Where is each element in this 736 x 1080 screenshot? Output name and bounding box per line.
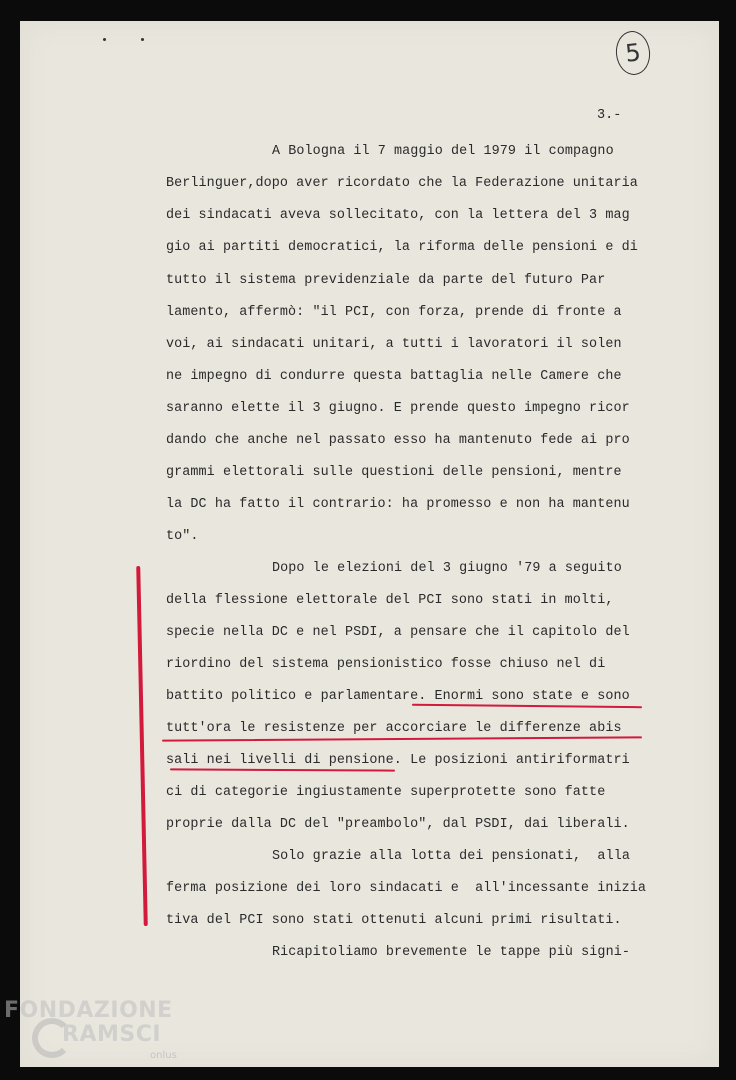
text-line: ci di categorie ingiustamente superprotette sono fatte bbox=[166, 785, 606, 800]
fondazione-gramsci-watermark bbox=[4, 998, 194, 1078]
text-line: ferma posizione dei loro sindacati e all'incessante inizia bbox=[166, 881, 647, 896]
text-line: la DC ha fatto il contrario: ha promesso e non ha mantenu bbox=[166, 497, 630, 512]
text-line: tiva del PCI sono stati ottenuti alcuni primi risultati. bbox=[166, 913, 622, 928]
text-line: voi, ai sindacati unitari, a tutti i lavoratori il solen bbox=[166, 337, 622, 352]
text-line: Solo grazie alla lotta dei pensionati, alla bbox=[272, 849, 630, 864]
text-line: to". bbox=[166, 529, 199, 544]
text-line: tutto il sistema previdenziale da parte del futuro Par bbox=[166, 273, 606, 288]
text-line: Dopo le elezioni del 3 giugno '79 a seguito bbox=[272, 561, 622, 576]
text-line: gio ai partiti democratici, la riforma delle pensioni e di bbox=[166, 240, 638, 255]
text-line: dei sindacati aveva sollecitato, con la lettera del 3 mag bbox=[166, 208, 630, 223]
handwritten-page-mark: 5 bbox=[614, 29, 652, 76]
punch-mark bbox=[103, 38, 106, 41]
text-line: tutt'ora le resistenze per accorciare le differenze abis bbox=[166, 721, 622, 736]
text-line: Ricapitoliamo brevemente le tappe più signi- bbox=[272, 945, 630, 960]
watermark-line2: RAMSCI bbox=[62, 1022, 162, 1047]
text-line: A Bologna il 7 maggio del 1979 il compagno bbox=[272, 144, 614, 159]
text-line: lamento, affermò: "il PCI, con forza, prende di fronte a bbox=[166, 305, 622, 320]
text-line: saranno elette il 3 giugno. E prende questo impegno ricor bbox=[166, 401, 630, 416]
text-line: sali nei livelli di pensione. Le posizioni antiriformatri bbox=[166, 753, 630, 768]
text-line: proprie dalla DC del "preambolo", dal PSDI, dai liberali. bbox=[166, 817, 630, 832]
text-line: dando che anche nel passato esso ha mantenuto fede ai pro bbox=[166, 433, 630, 448]
watermark-line1: FONDAZIONE bbox=[4, 998, 173, 1023]
punch-mark bbox=[141, 38, 144, 41]
text-line: riordino del sistema pensionistico fosse chiuso nel di bbox=[166, 657, 606, 672]
text-line: Berlinguer,dopo aver ricordato che la Federazione unitaria bbox=[166, 176, 638, 191]
page-number: 3.- bbox=[597, 108, 622, 123]
text-line: specie nella DC e nel PSDI, a pensare che il capitolo del bbox=[166, 625, 630, 640]
text-line: della flessione elettorale del PCI sono stati in molti, bbox=[166, 593, 614, 608]
text-line: ne impegno di condurre questa battaglia nelle Camere che bbox=[166, 369, 622, 384]
watermark-suffix: onlus bbox=[150, 1050, 177, 1061]
text-line: battito politico e parlamentare. Enormi sono state e sono bbox=[166, 689, 630, 704]
text-line: grammi elettorali sulle questioni delle pensioni, mentre bbox=[166, 465, 622, 480]
